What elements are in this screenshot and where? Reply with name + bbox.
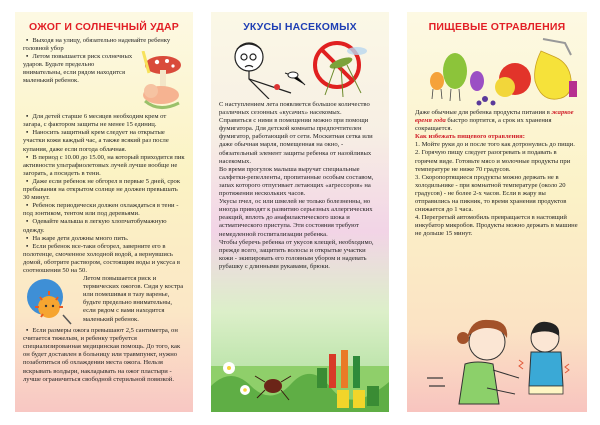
- panel-title: УКУСЫ НАСЕКОМЫХ: [243, 21, 357, 33]
- paragraph: Чтобы уберечь ребенка от укусов клещей, необходимо, прежде всего, защитить волосы и открытые участки кожи - экипировать его головным убором и надевать рубашку с длинными рукавами, брюки.: [219, 238, 374, 270]
- list-item: • Летом повышается риск солнечных ударов. Будьте предельно внимательны, если рядом находится маленький ребенок.: [23, 53, 185, 85]
- list-item: • Выходя на улицу, обязательно надевайте ребенку головной убор: [23, 37, 185, 53]
- list-item: • Одевайте малыша в легкую хлопчатобумажную одежду.: [23, 218, 185, 234]
- paragraph: Во время прогулок малыша выручат специальные салфетки-репелленты, пропитанные особым составом, запах которого отпугивает летающих «агрессоров» на протяжении нескольких часов.: [219, 165, 374, 198]
- fruit-characters-illustration: [415, 37, 579, 107]
- panel-title: ОЖОГ И СОЛНЕЧНЫЙ УДАР: [28, 21, 180, 33]
- list-item: • Даже если ребенок не обгорел в первые 5 дней, срок пребывания на открытом солнце не должен превышать 30 минут.: [23, 178, 185, 202]
- emphasis-hot-season: жаркое время года: [415, 109, 574, 125]
- list-item: • Если размеры ожога превышают 2,5 сантиметра, он считается тяжелым, и ребенку требуется специализированная медицинская помощь. До того, как он будет доставлен в больницу или травмпункт, нужно позаботиться об охлаждении места ожога. Нельзя вскрывать волдыри, накладывать на ожог пластыри - лучше ограничиться свободной стерильной повязкой.: [23, 327, 185, 384]
- panel-burn-sunstroke: [15, 12, 193, 412]
- intro-paragraph: [415, 109, 579, 133]
- intro-text: Даже обычные для ребенка продукты питания в: [415, 109, 552, 116]
- insect-bite-illustration: [219, 37, 381, 99]
- list-item: • В период с 10.00 до 15.00, на который приходится пик активности ультрафиолетовых лучей лучше вообще не загорать, а посидеть в тени.: [23, 154, 185, 178]
- list-item: 1. Мойте руки до и после того как дотронулись до пищи.: [415, 141, 575, 149]
- list-item: • Если ребенок все-таки обгорел, заверните его в полотенце, смоченное холодной водой, а вернувшись домой, оботрите раствором, состоящим воды и уксуса в соотношении 50 на 50.: [23, 243, 185, 275]
- paragraph: С наступлением лета появляется большое количество различных сезонных «кусачих» насекомых.: [219, 101, 370, 117]
- mushroom-child-illustration: [133, 51, 185, 113]
- list-item: • Наносить защитный крем следует на открытые участки кожи каждый час, а также всякий раз после купания, даже если погода облачная.: [23, 129, 185, 153]
- paragraph: Справиться с ними в помещении можно при помощи фумигатора. Для детской комнаты предпочтителен фумигатор, работающий от сети. Москитная сетка или даже обычная марля, помещенная на окно, - обязательный элемент защиты ребенка от назойливых насекомых.: [219, 117, 373, 165]
- paragraph: Укусы пчел, ос или шмелей не только болезненны, но иногда приводят к развитию серьезных аллергических реакций, вплоть до анафилактического шока и астматического приступа. Эти состояния требуют немедленной госпитализации ребенка.: [219, 198, 373, 238]
- thermal-burn-note: Летом повышается риск и термических ожогов. Сидя у костра или помешивая в тазу варенье, будьте предельно внимательны, если рядом с вами находится маленький ребенок.: [83, 275, 184, 323]
- list-item: • На жаре дети должны много пить.: [23, 235, 185, 243]
- list-item: 2. Горячую пищу следует разогревать и подавать в горячем виде. Готовьте мясо и молочные продукты при температуре не ниже 70 градусов.: [415, 149, 571, 173]
- mother-sick-child-illustration: [415, 308, 579, 408]
- intro-text: быстро портится, а срок их хранения сокращается.: [415, 117, 552, 133]
- list-item: • Ребенок периодически должен охлаждаться в тени - под зонтиком, тентом или под деревьями.: [23, 202, 185, 218]
- panel-insect-bites: [211, 12, 389, 412]
- panel-food-poisoning: [407, 12, 587, 412]
- sun-character-illustration: [23, 277, 79, 327]
- subheading: Как избежать пищевого отравления:: [415, 133, 525, 141]
- list-item: • Для детей старше 6 месяцев необходим крем от загара, с фактором защиты не менее 15 единиц.: [23, 113, 185, 129]
- list-item: 3. Скоропортящиеся продукты можно держать не в холодильнике - при комнатной температуре (около 20 градусов) - не более 2-х часов. Если в жару вы отправились на пикник, то время хранения продуктов снижается до 1 часа.: [415, 173, 567, 214]
- panel-title: ПИЩЕВЫЕ ОТРАВЛЕНИЯ: [428, 21, 566, 33]
- tick-repellent-illustration: [211, 346, 389, 412]
- list-item: 4. Перегретый автомобиль превращается в настоящий инкубатор микробов. Продукты можно держать в машине не дольше 15 минут.: [415, 214, 578, 238]
